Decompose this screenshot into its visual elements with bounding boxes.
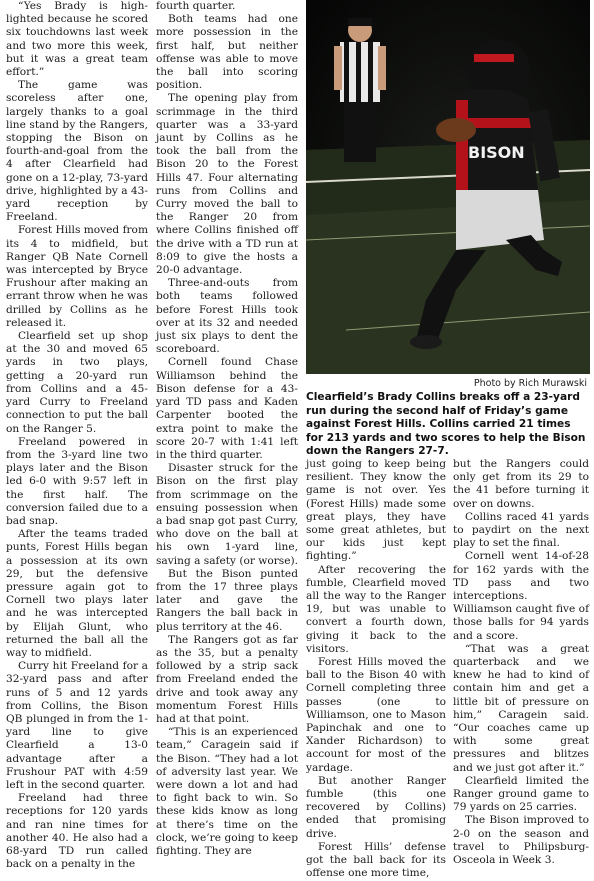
photo-caption: Clearfield’s Brady Collins breaks off a 23-yard run during the second half of Friday’s game against Forest Hills. Collins carried 21 times for 213 yards and two scores to help the Bison down the Rangers 27-7. bbox=[306, 391, 586, 458]
photo-credit: Photo by Rich Murawski bbox=[473, 378, 587, 389]
football-action-photo bbox=[306, 0, 590, 374]
paragraph: Forest Hills moved from its 4 to midfield, but Ranger QB Nate Cornell was intercepted by Bryce Frushour after making an errant throw when he was drilled by Collins as he released it. bbox=[6, 224, 148, 329]
article-column-2 bbox=[156, 0, 298, 858]
paragraph: just going to keep being resilient. They know the game is not over. Yes (Forest Hills) made some great plays, they have some great athletes, but our kids just kept fighting.” bbox=[306, 458, 446, 563]
article-column-4 bbox=[453, 458, 589, 867]
paragraph: “This is an experienced team,” Caragein said if the Bison. “They had a lot of adversity last year. We were down a lot and had to fight back to win. So these kids know as long at there’s time on the clock, we’re going to keep fighting. They are bbox=[156, 726, 298, 857]
paragraph: Clearfield limited the Ranger ground game to 79 yards on 25 carries. bbox=[453, 774, 589, 814]
paragraph: “That was a great quarterback and we knew he had to kind of contain him and get a little bit of pressure on him,” Caragein said. “Our coaches came up with some great pressures and blitzes and we just got after it.” bbox=[453, 642, 589, 774]
paragraph: Curry hit Freeland for a 32-yard pass and after runs of 5 and 12 yards from Collins, the Bison QB plunged in from the 1-yard line to give Clearfield a 13-0 advantage after a Frushour PAT with 4:59 left in the second quarter. bbox=[6, 660, 148, 791]
paragraph: The Bison improved to 2-0 on the season and travel to Philipsburg-Osceola in Week 3. bbox=[453, 814, 589, 867]
paragraph: After recovering the fumble, Clearfield moved all the way to the Ranger 19, but was unable to convert a fourth down, giving it back to the visitors. bbox=[306, 563, 446, 655]
paragraph: The Rangers got as far as the 35, but a penalty followed by a strip sack from Freeland ended the drive and took away any momentum Forest Hills had at that point. bbox=[156, 633, 298, 725]
paragraph: Collins raced 41 yards to paydirt on the next play to set the final. bbox=[453, 510, 589, 550]
paragraph: Freeland powered in from the 3-yard line two plays later and the Bison led 6-0 with 9:57 left in the first half. The conversion failed due to a bad snap. bbox=[6, 435, 148, 527]
paragraph: Cornell went 14-of-28 for 162 yards with the TD pass and two interceptions. Williamson caught five of those balls for 94 yards and a score. bbox=[453, 550, 589, 642]
paragraph: Both teams had one more possession in the first half, but neither offense was able to move the ball into scoring position. bbox=[156, 13, 298, 92]
paragraph: Forest Hills moved the ball to the Bison 40 with Cornell completing three passes (one to Williamson, one to Mason Papinchak and one to Xander Richardson) to account for most of the yardage. bbox=[306, 656, 446, 774]
paragraph: Three-and-outs from both teams followed before Forest Hills took over at its 32 and needed just six plays to dent the scoreboard. bbox=[156, 277, 298, 356]
paragraph: After the teams traded punts, Forest Hills began a possession at its own 29, but the defensive pressure again got to Cornell two plays later and he was intercepted by Elijah Glunt, who returned the ball all the way to midfield. bbox=[6, 528, 148, 659]
article-column-1 bbox=[6, 0, 148, 871]
jersey-text: BISON bbox=[468, 143, 525, 162]
paragraph: The opening play from scrimmage in the third quarter was a 33-yard jaunt by Collins as he took the ball from the Bison 20 to the Forest Hills 47. Four alternating runs from Collins and Curry moved the ball to the Ranger 20 from where Collins finished off the drive with a TD run at 8:09 to give the hosts a 20-0 advantage. bbox=[156, 92, 298, 277]
paragraph: The game was scoreless after one, largely thanks to a goal line stand by the Rangers, stopping the Bison on fourth-and-goal from the 4 after Clearfield had gone on a 12-play, 73-yard drive, highlighted by a 43-yard reception by Freeland. bbox=[6, 79, 148, 224]
paragraph: Forest Hills’ defense got the ball back for its offense one more time, bbox=[306, 840, 446, 880]
paragraph: “Yes Brady is high-lighted because he scored six touchdowns last week and two more this week, but it was a great team effort.” bbox=[6, 0, 148, 79]
paragraph: Clearfield set up shop at the 30 and moved 65 yards in two plays, getting a 20-yard run from Collins and a 45-yard Curry to Freeland connection to put the ball on the Ranger 5. bbox=[6, 330, 148, 435]
paragraph: Freeland had three receptions for 120 yards and ran nine times for another 40. He also had a 68-yard TD run called back on a penalty in the bbox=[6, 792, 148, 871]
paragraph: Disaster struck for the Bison on the first play from scrimmage on the ensuing possession when a bad snap got past Curry, who dove on the ball at his own 1-yard line, saving a safety (or worse). bbox=[156, 462, 298, 567]
paragraph: Cornell found Chase Williamson behind the Bison defense for a 43-yard TD pass and Kaden Carpenter booted the extra point to make the score 20-7 with 1:41 left in the third quarter. bbox=[156, 356, 298, 461]
paragraph: fourth quarter. bbox=[156, 0, 236, 12]
article-column-3 bbox=[306, 458, 446, 881]
paragraph: but the Rangers could only get from its 29 to the 41 before turning it over on downs. bbox=[453, 458, 589, 510]
paragraph: But another Ranger fumble (this one recovered by Collins) ended that promising drive. bbox=[306, 774, 446, 840]
paragraph: But the Bison punted from the 17 three plays later and gave the Rangers the ball back in plus territory at the 46. bbox=[156, 567, 298, 633]
